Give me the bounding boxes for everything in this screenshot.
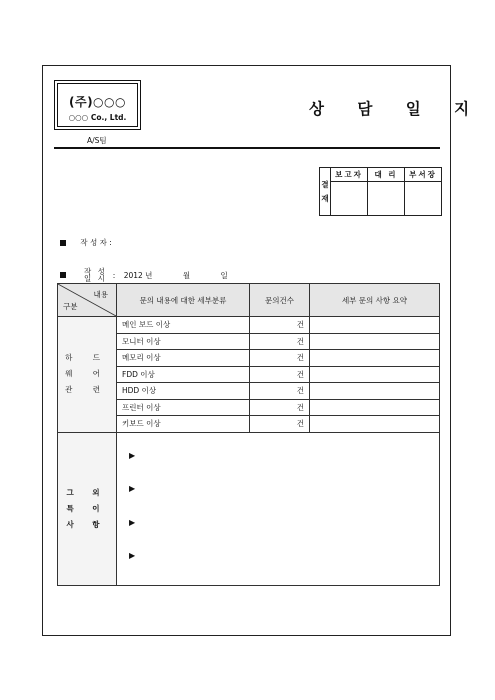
notes-cell[interactable] (117, 432, 440, 585)
row-summary[interactable] (310, 317, 440, 334)
row-summary[interactable] (310, 350, 440, 367)
triangle-bullet-icon: ▶ (129, 517, 136, 527)
date-value (113, 270, 234, 281)
table-row (58, 317, 440, 334)
row-count[interactable]: 건 (250, 350, 310, 367)
approval-sign-reporter[interactable] (331, 182, 368, 216)
date-field[interactable] (60, 268, 234, 282)
author-field[interactable] (60, 237, 112, 248)
department-label: A/S팀 (87, 136, 107, 145)
approval-sign-manager[interactable] (405, 182, 442, 216)
row-summary[interactable] (310, 366, 440, 383)
table-row (58, 432, 440, 585)
approval-header-deputy: 대 리 (368, 168, 405, 182)
row-summary[interactable] (310, 399, 440, 416)
other-category-cell: 그 외 특 이 사 항 (58, 432, 117, 585)
approval-table (319, 167, 442, 216)
company-name: (주)○○○ (69, 95, 126, 109)
row-count[interactable]: 건 (250, 416, 310, 433)
header-inquiry-count: 문의건수 (250, 284, 310, 317)
diag-content-label: 내용 (93, 290, 108, 299)
company-english-name: ○○○ Co., Ltd. (68, 113, 127, 122)
consultation-table (57, 283, 440, 586)
approval-side-label (320, 168, 331, 216)
row-label: 키보드 이상 (117, 416, 250, 433)
header-detail-category: 문의 내용에 대한 세부분류 (117, 284, 250, 317)
row-summary[interactable] (310, 416, 440, 433)
date-colon: : (112, 270, 116, 280)
note-item[interactable] (129, 451, 439, 485)
row-label: 프린터 이상 (117, 399, 250, 416)
date-year: 2012 년 (123, 270, 153, 280)
hardware-category-cell: 하 드 웨 어 관 련 (58, 317, 117, 433)
diagonal-header-cell (58, 284, 117, 317)
company-logo-inner (57, 83, 138, 127)
triangle-bullet-icon: ▶ (129, 551, 136, 560)
square-bullet-icon (60, 272, 66, 278)
date-month: 월 (182, 270, 191, 280)
author-label: 작 성 자 : (80, 238, 112, 247)
row-label: FDD 이상 (117, 366, 250, 383)
row-summary[interactable] (310, 333, 440, 350)
row-label: 메모리 이상 (117, 350, 250, 367)
document-page (42, 65, 484, 636)
note-item[interactable] (129, 551, 439, 585)
row-summary[interactable] (310, 383, 440, 400)
triangle-bullet-icon: ▶ (129, 450, 136, 460)
row-count[interactable]: 건 (250, 333, 310, 350)
note-item[interactable] (129, 518, 439, 552)
row-count[interactable]: 건 (250, 366, 310, 383)
row-count[interactable]: 건 (250, 399, 310, 416)
row-count[interactable]: 건 (250, 317, 310, 334)
date-label: 작 성 일 시 (83, 267, 107, 283)
note-item[interactable] (129, 484, 439, 518)
row-count[interactable]: 건 (250, 383, 310, 400)
approval-sign-deputy[interactable] (368, 182, 405, 216)
square-bullet-icon (60, 240, 66, 246)
document-title: 상 담 일 지 (309, 100, 484, 118)
approval-header-manager: 부서장 (405, 168, 442, 182)
row-label: 메인 보드 이상 (117, 317, 250, 334)
row-label: 모니터 이상 (117, 333, 250, 350)
date-day: 일 (220, 270, 228, 280)
row-label: HDD 이상 (117, 383, 250, 400)
title-rule (54, 147, 440, 149)
triangle-bullet-icon: ▶ (129, 484, 136, 493)
company-logo-box (54, 80, 141, 130)
diag-category-label: 구분 (63, 302, 78, 311)
approval-header-reporter: 보고자 (331, 168, 368, 182)
approval-side-text: 결재 (321, 179, 329, 203)
header-summary: 세부 문의 사항 요약 (310, 284, 440, 317)
